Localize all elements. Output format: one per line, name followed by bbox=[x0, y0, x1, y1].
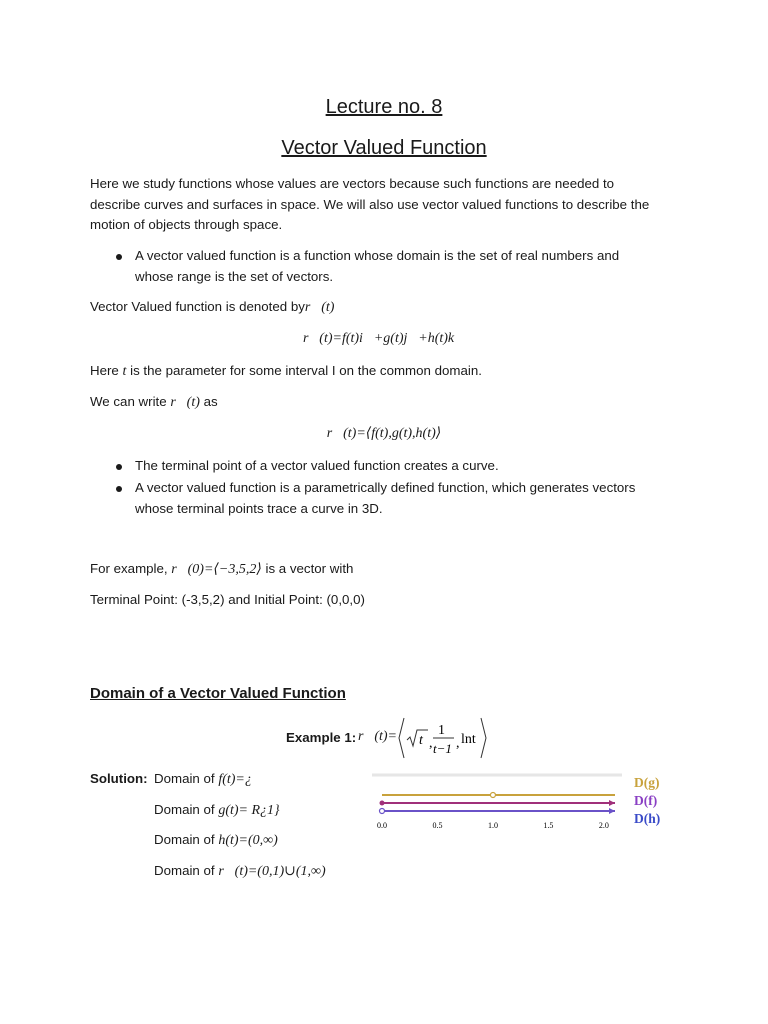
comma-1: , bbox=[429, 736, 433, 751]
open-point bbox=[490, 793, 495, 798]
domain-row bbox=[154, 832, 278, 849]
example-math: r⃗(0)=⟨−3,5,2⟩ bbox=[171, 562, 262, 577]
bullet-domain-range bbox=[135, 246, 695, 287]
example-line bbox=[90, 561, 353, 578]
arrow-head bbox=[609, 800, 615, 806]
domain-row-text: Domain of bbox=[154, 802, 215, 817]
domain-row-text: Domain of bbox=[154, 863, 215, 878]
bullet-marker bbox=[116, 254, 122, 260]
write-math: r⃗(t) bbox=[170, 395, 200, 410]
x-tick-label: 1.5 bbox=[543, 821, 554, 830]
domain-row-math: h(t)=(0,∞) bbox=[218, 833, 278, 848]
param-before: Here bbox=[90, 363, 119, 378]
x-tick-label: 0.0 bbox=[377, 821, 387, 830]
bullet-marker bbox=[116, 486, 122, 492]
example1-vector-svg bbox=[398, 716, 488, 760]
parameter-line bbox=[90, 363, 482, 380]
bullet-terminal-point: The terminal point of a vector valued function creates a curve. bbox=[135, 458, 499, 473]
write-before: We can write bbox=[90, 394, 167, 409]
topic-title: Vector Valued Function bbox=[281, 137, 487, 159]
domain-heading: Domain of a Vector Valued Function bbox=[90, 685, 346, 702]
domain-row-text: Domain of bbox=[154, 832, 215, 847]
bullet-marker bbox=[116, 464, 122, 470]
right-angle-bracket bbox=[481, 718, 486, 758]
intro-paragraph bbox=[90, 174, 690, 236]
domain-row-math: r⃗(t)=(0,1)∪(1,∞) bbox=[218, 864, 326, 879]
lecture-title: Lecture no. 8 bbox=[325, 96, 443, 118]
bullet-line: A vector valued function is a parametrically defined function, which generates vectors bbox=[135, 480, 636, 495]
bullet-line: whose range is the set of vectors. bbox=[135, 268, 334, 284]
example-before: For example, bbox=[90, 561, 168, 576]
ln-term: lnt bbox=[461, 732, 476, 747]
param-t: t bbox=[122, 364, 127, 379]
x-tick-label: 0.5 bbox=[432, 821, 443, 830]
sqrt-icon bbox=[407, 730, 428, 746]
domain-row bbox=[154, 802, 280, 819]
example-after: is a vector with bbox=[265, 561, 354, 576]
bullet-parametric bbox=[135, 478, 695, 519]
legend-D(g): D(g) bbox=[634, 775, 660, 790]
denoted-line bbox=[90, 299, 334, 316]
open-point bbox=[380, 809, 385, 814]
solution-label: Solution: bbox=[90, 771, 148, 786]
denoted-text: Vector Valued function is denoted by bbox=[90, 299, 305, 314]
write-line bbox=[90, 394, 218, 411]
points-line: Terminal Point: (-3,5,2) and Initial Point: (0,0,0) bbox=[90, 592, 365, 607]
x-tick-label: 1.0 bbox=[487, 821, 498, 830]
domain-row bbox=[154, 771, 252, 788]
equation-tuple: r⃗(t)=⟨f(t),g(t),h(t)⟩ bbox=[326, 426, 442, 441]
domain-row bbox=[154, 863, 326, 880]
intro-line: describe curves and surfaces in space. We will also use vector valued functions to describe the bbox=[90, 196, 650, 212]
denoted-math: r⃗(t) bbox=[304, 300, 335, 315]
comma-2: , bbox=[456, 736, 460, 751]
intro-line: motion of objects through space. bbox=[90, 217, 283, 232]
left-angle-bracket bbox=[399, 718, 404, 758]
domain-row-text: Domain of bbox=[154, 771, 215, 786]
bullet-line: whose terminal points trace a curve in 3D. bbox=[135, 500, 383, 516]
legend-D(h): D(h) bbox=[634, 811, 661, 826]
x-tick-label: 2.0 bbox=[598, 821, 609, 830]
write-after: as bbox=[203, 394, 218, 409]
bullet-line: A vector valued function is a function whose domain is the set of real numbers and bbox=[135, 248, 620, 263]
example1-label: Example 1: bbox=[286, 730, 357, 745]
fraction-numerator: 1 bbox=[438, 723, 445, 738]
equation-components: r⃗(t)=f(t)i⃗+g(t)j⃗+h(t)k⃗ bbox=[302, 331, 466, 346]
domain-number-line-chart bbox=[370, 770, 670, 836]
param-after: is the parameter for some interval I on the common domain. bbox=[130, 363, 482, 378]
legend-D(f): D(f) bbox=[634, 793, 658, 808]
arrow-head bbox=[609, 808, 615, 814]
closed-point bbox=[380, 801, 385, 806]
fraction-denominator: t−1 bbox=[433, 741, 452, 756]
intro-line: Here we study functions whose values are vectors because such functions are needed to bbox=[90, 176, 615, 191]
sqrt-radicand: t bbox=[419, 733, 423, 748]
domain-row-math: g(t)= R¿1} bbox=[218, 803, 280, 818]
example1-lhs: r⃗(t)= bbox=[358, 729, 397, 744]
domain-row-math: f(t)=¿ bbox=[218, 772, 252, 787]
